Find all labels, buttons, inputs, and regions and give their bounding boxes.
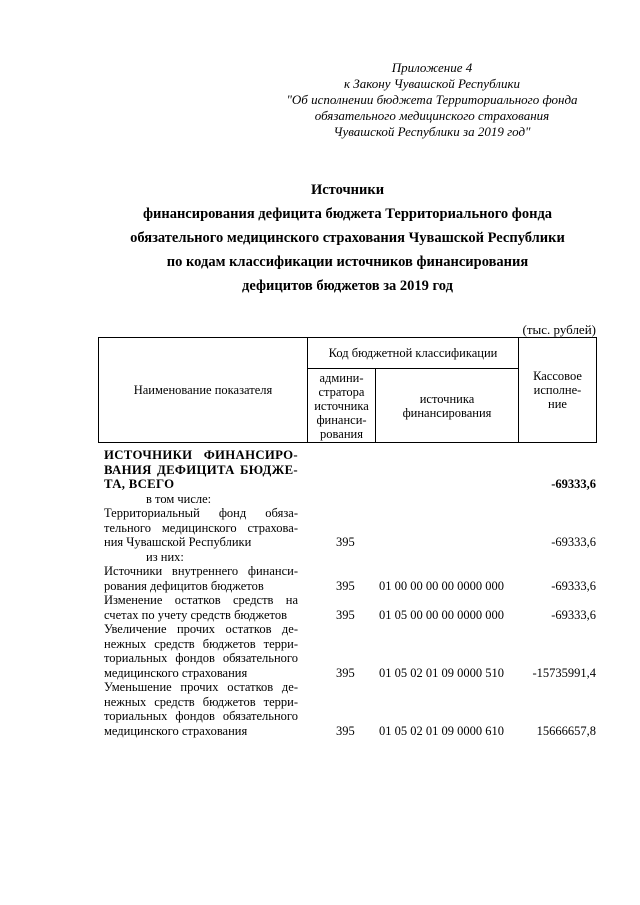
row-admin: 395 <box>336 723 355 738</box>
appendix-line: Чувашской Республики за 2019 год" <box>333 124 531 139</box>
header-name: Наименование показателя <box>99 338 308 443</box>
row-name: ИСТОЧНИКИ ФИНАНСИРО-ВАНИЯ ДЕФИЦИТА БЮДЖЕ-ТА, ВСЕГО <box>104 448 298 491</box>
row-amount: -69333,6 <box>551 535 596 549</box>
appendix-line: Приложение 4 <box>391 60 473 75</box>
row-amount: 15666657,8 <box>536 723 596 738</box>
title-line: Источники <box>310 182 385 198</box>
table-row <box>104 593 596 622</box>
row-admin: 395 <box>336 665 355 680</box>
table-row <box>104 622 596 680</box>
header-admin: админи-стратора источника финанси-рования <box>308 369 376 443</box>
table-body <box>104 448 596 738</box>
header-source: источника финансирования <box>376 369 519 443</box>
appendix-line: обязательного медицинского страхования <box>314 108 550 123</box>
appendix-line: "Об исполнении бюджета Территориального фонда <box>286 92 578 107</box>
sub-label: в том числе: <box>146 491 212 506</box>
row-amount: -15735991,4 <box>532 665 596 680</box>
row-source: 01 05 02 01 09 0000 510 <box>379 665 504 680</box>
row-amount: -69333,6 <box>551 607 596 622</box>
header-amount: Кассовое исполне-ние <box>519 338 597 443</box>
units-label: (тыс. рублей) <box>522 322 596 337</box>
table-header <box>98 337 597 443</box>
row-admin: 395 <box>336 535 355 549</box>
sub-label: из них: <box>146 549 184 564</box>
table-row <box>104 564 596 593</box>
table-row <box>104 680 596 738</box>
row-admin: 395 <box>336 607 355 622</box>
appendix-note <box>262 60 602 140</box>
row-admin: 395 <box>336 578 355 593</box>
row-source: 01 00 00 00 00 0000 000 <box>379 578 504 593</box>
row-name: Источники внутреннего финанси-рования дефицитов бюджетов <box>104 564 298 593</box>
row-name: Увеличение прочих остатков де-нежных средств бюджетов терри-ториальных фондов обязательного медицинского страхования <box>104 622 298 680</box>
row-name: Изменение остатков средств на счетах по учету средств бюджетов <box>104 593 298 622</box>
title-line: финансирования дефицита бюджета Территориального фонда <box>142 206 553 222</box>
row-amount: -69333,6 <box>551 578 596 593</box>
row-name: Уменьшение прочих остатков де-нежных средств бюджетов терри-ториальных фондов обязательного медицинского страхования <box>104 680 298 738</box>
appendix-line: к Закону Чувашской Республики <box>343 76 521 91</box>
row-name: Территориальный фонд обяза-тельного медицинского страхова-ния Чувашской Республики <box>104 506 298 549</box>
row-amount: -69333,6 <box>551 477 596 491</box>
row-source: 01 05 02 01 09 0000 610 <box>379 723 504 738</box>
title-line: по кодам классификации источников финансирования <box>166 254 529 270</box>
table-row <box>104 506 596 550</box>
table-row <box>104 448 596 492</box>
document-title <box>60 178 635 298</box>
title-line: обязательного медицинского страхования Чувашской Республики <box>130 230 565 246</box>
row-source: 01 05 00 00 00 0000 000 <box>379 607 504 622</box>
title-line: дефицитов бюджетов за 2019 год <box>242 278 453 294</box>
header-code-group: Код бюджетной классификации <box>308 338 519 369</box>
